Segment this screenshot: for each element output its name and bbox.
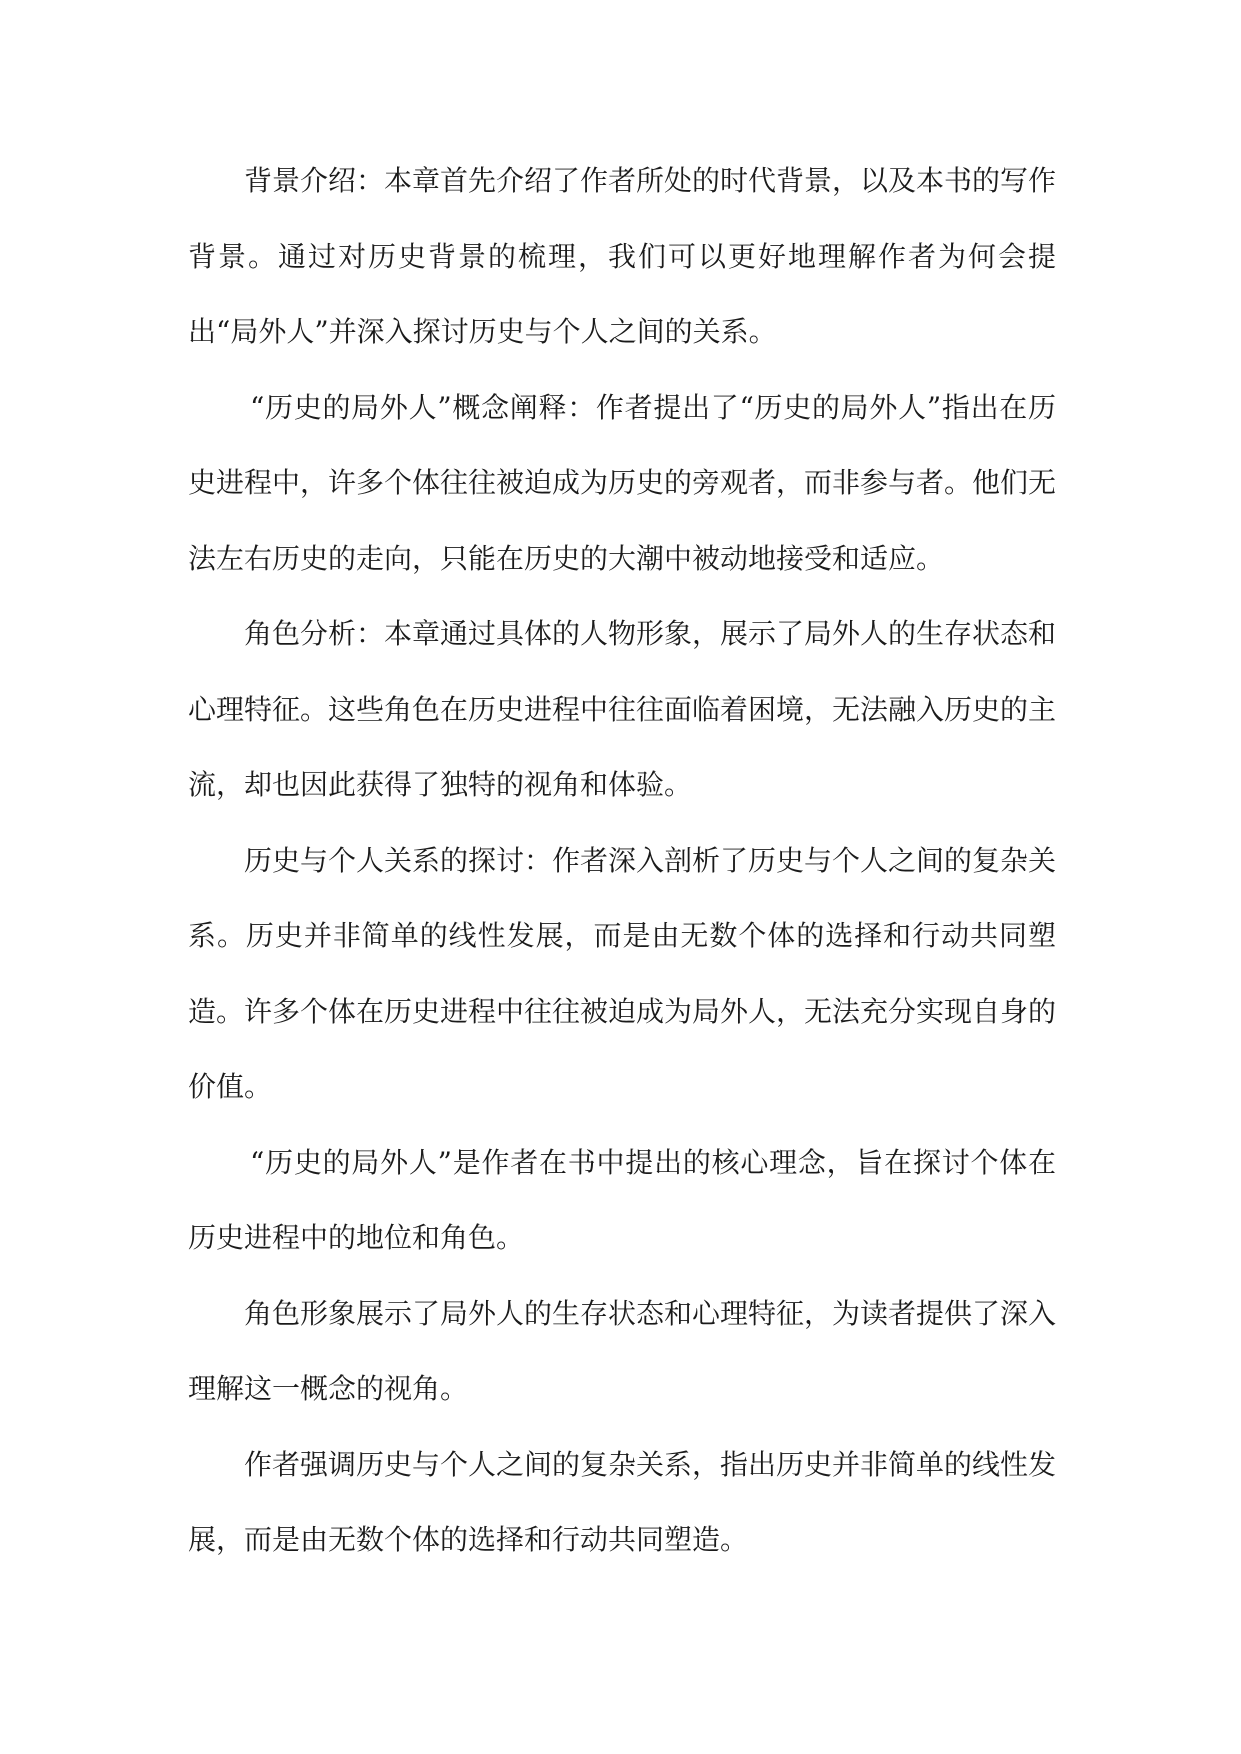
- paragraph-history-individual: 历史与个人关系的探讨：作者深入剖析了历史与个人之间的复杂关系。历史并非简单的线性发展，而是由无数个体的选择和行动共同塑造。许多个体在历史进程中往往被迫成为局外人，无法充分实现自身的价值。: [188, 843, 1057, 1103]
- paragraph-core-idea: “历史的局外人”是作者在书中提出的核心理念，旨在探讨个体在历史进程中的地位和角色。: [188, 1145, 1056, 1254]
- document-body: [188, 143, 1056, 1578]
- paragraph-author-emphasis: 作者强调历史与个人之间的复杂关系，指出历史并非简单的线性发展，而是由无数个体的选择和行动共同塑造。: [188, 1447, 1057, 1556]
- paragraph-character-image: 角色形象展示了局外人的生存状态和心理特征，为读者提供了深入理解这一概念的视角。: [188, 1296, 1057, 1405]
- paragraph-character-analysis: 角色分析：本章通过具体的人物形象，展示了局外人的生存状态和心理特征。这些角色在历史进程中往往面临着困境，无法融入历史的主流，却也因此获得了独特的视角和体验。: [188, 617, 1057, 801]
- paragraph-background: 背景介绍：本章首先介绍了作者所处的时代背景，以及本书的写作背景。通过对历史背景的梳理，我们可以更好地理解作者为何会提出“局外人”并深入探讨历史与个人之间的关系。: [188, 164, 1057, 348]
- paragraph-concept: “历史的局外人”概念阐释：作者提出了“历史的局外人”指出在历史进程中，许多个体往往被迫成为历史的旁观者，而非参与者。他们无法左右历史的走向，只能在历史的大潮中被动地接受和适应。: [188, 390, 1057, 575]
